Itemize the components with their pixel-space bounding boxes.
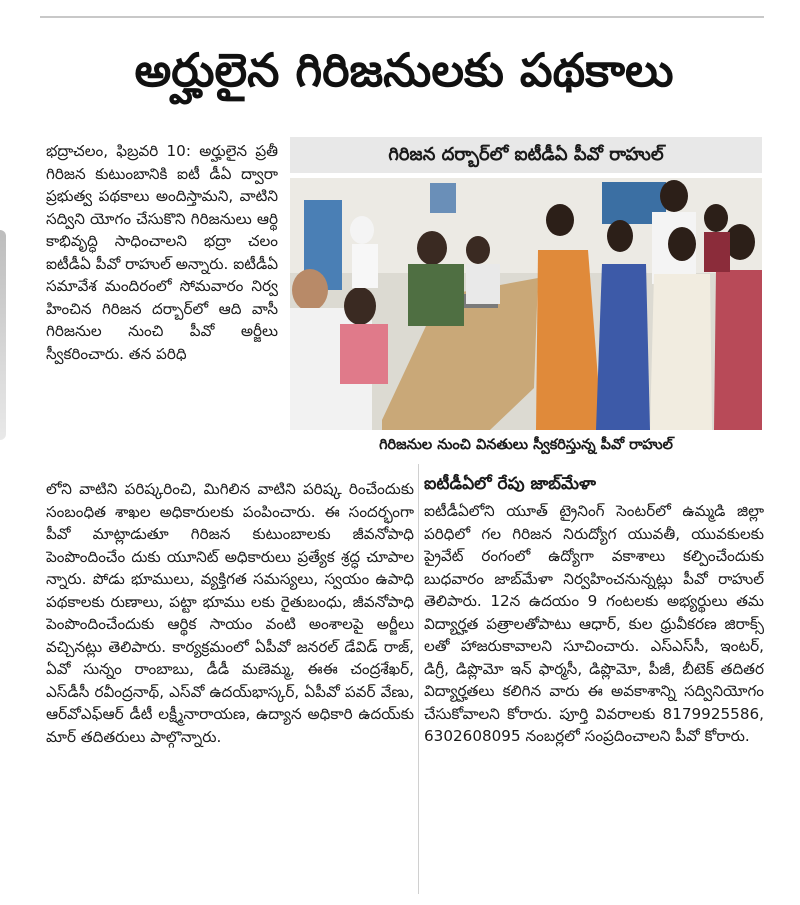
article-body-upper-text: భద్రాచలం, ఫిబ్రవరి 10: అర్హులైన ప్రతీ గిరిజన కుటుంబానికి ఐటీ డీఏ ద్వారా ప్రభుత్వ పథకాలు అందిస్తామని, వాటిని సద్విని యోగం చేసుకొని గిరిజనులు ఆర్థి కాభివృద్ధి సాధించాలని భద్రా చలం ఐటీడీఏ పీవో రాహుల్ అన్నారు. ఐటీడీఏ సమావేశ మందిరంలో సోమవారం నిర్వ హించిన గిరిజన దర్బార్‌లో ఆది వాసీ గిరిజనుల నుంచి పీవో అర్జీలు స్వీకరించారు. తన పరిధి: [46, 142, 278, 363]
news-photo-image: [290, 178, 762, 430]
sidebar-heading: ఐటీడీఏలో రేపు జాబ్‌మేళా: [424, 474, 597, 494]
photo-caption: గిరిజనుల నుంచి వినతులు స్వీకరిస్తున్న పీవో రాహుల్: [379, 437, 673, 453]
top-rule: [40, 16, 764, 18]
article-body-lower: [46, 478, 414, 890]
sidebar-body: [424, 500, 764, 892]
headline: అర్హులైన గిరిజనులకు పథకాలు: [134, 43, 674, 97]
page-edge-mark: [0, 230, 6, 440]
sidebar-body-text: ఐటీడీఏలోని యూత్ ట్రైనింగ్ సెంటర్‌లో ఉమ్మడి జిల్లా పరిధిలో గల గిరిజన నిరుద్యోగ యువతీ, యువకులకు ప్రైవేట్ రంగంలో ఉద్యోగా వకాశాలు కల్పించేందుకు బుధవారం జాబ్‌మేళా నిర్వహించనున్నట్లు పీవో రాహుల్ తెలిపారు. 12న ఉదయం 9 గంటలకు అభ్యర్థులు తమ విద్యార్హత పత్రాలతోపాటు ఆధార్, కుల ధ్రువీకరణ జిరాక్స్ లతో హాజరుకావాలని సూచించారు. ఎస్‌ఎస్‌సీ, ఇంటర్, డిగ్రీ, డిప్లొమో ఇన్ ఫార్మసీ, డిప్లొమో, పీజీ, బీటెక్ తదితర విద్యార్హతలు కలిగిన వారు ఈ అవకాశాన్ని సద్వినియోగం చేసుకోవాలని కోరారు. పూర్తి వివరాలకు 8179925586, 6302608095 నంబర్లలో సంప్రదించాలని పీవో కోరారు.: [424, 502, 764, 745]
photo-title: గిరిజన దర్బార్‌లో ఐటీడీఏ పీవో రాహుల్: [290, 137, 762, 173]
article-body-lower-text: లోని వాటిని పరిష్కరించి, మిగిలిన వాటిని పరిష్క రించేందుకు సంబంధిత శాఖల అధికారులకు పంపించారు. ఈ సందర్భంగా పీవో మాట్లాడుతూ గిరిజన కుటుంబాలకు జీవనోపాధి పెంపొందించేం దుకు యూనిట్ అధికారులు ప్రత్యేక శ్రద్ధ చూపాల న్నారు. పోడు భూములు, వ్యక్తిగత సమస్యలు, స్వయం ఉపాధి పథకాలకు రుణాలు, పట్టా భూము లకు రైతుబంధు, జీవనోపాధి పెంపొందించేందుకు ఆర్థిక సాయం వంటి అంశాలపై అర్జీలు వచ్చినట్లు తెలిపారు. కార్యక్రమంలో ఏపీవో జనరల్ డేవిడ్ రాజ్, ఏవో సున్నం రాంబాబు, డీడీ మణెమ్మ, ఈఈ చంద్రశేఖర్, ఎస్‌డీసీ రవీంద్రనాథ్, ఎస్‌వో ఉదయ్‌భాస్కర్, ఏపీవో పవర్ వేణు, ఆర్‌వోఎఫ్‌ఆర్ డీటీ లక్ష్మీనారాయణ, ఉద్యాన అధికారి ఉదయ్‌కు మార్ తదితరులు పాల్గొన్నారు.: [46, 480, 414, 746]
column-divider: [418, 464, 419, 894]
article-body-upper: [46, 140, 278, 475]
news-photo: [290, 178, 762, 430]
